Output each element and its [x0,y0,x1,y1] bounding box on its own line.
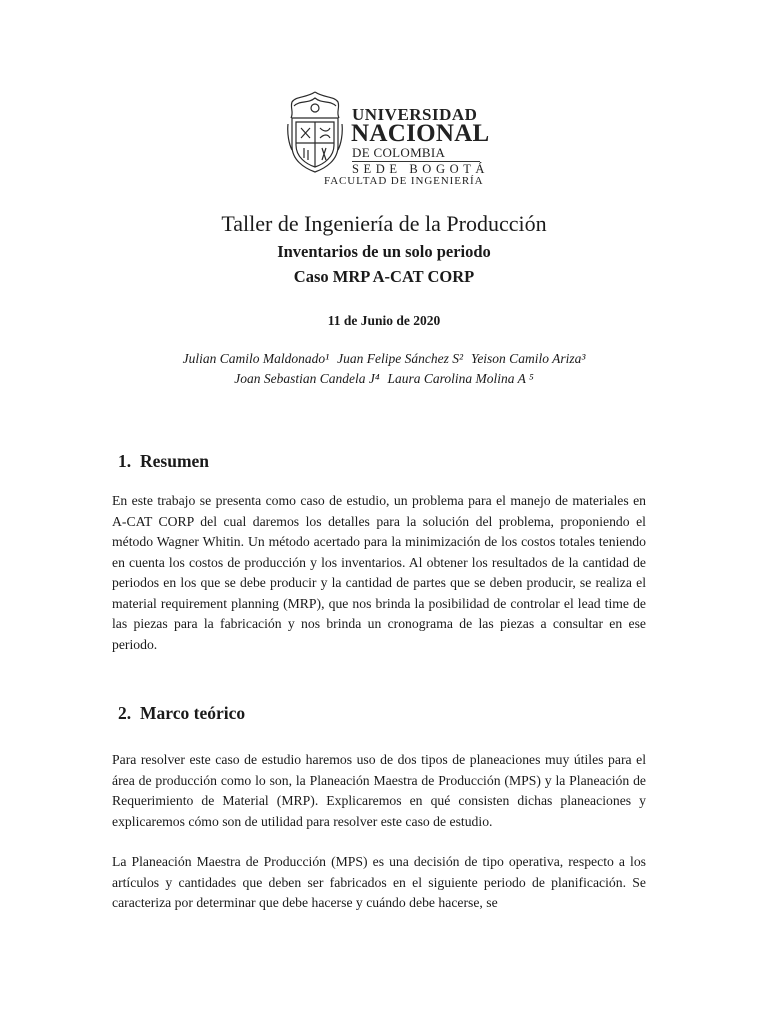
university-crest-icon [286,88,344,174]
author-name: Juan Felipe Sánchez S² [337,351,464,366]
document-case-title: Caso MRP A-CAT CORP [293,267,475,286]
author-name: Laura Carolina Molina A ⁵ [387,371,534,386]
document-subtitle: Inventarios de un solo periodo [277,242,491,261]
logo-line-sede: SEDE BOGOTÁ [352,162,490,176]
section-title: Marco teórico [140,703,246,723]
logo-line-nacional: NACIONAL [351,120,490,147]
authors-line-1 [0,350,768,368]
section-heading-resumen [118,450,209,472]
logo-line-colombia: DE COLOMBIA [352,145,446,160]
document-title: Taller de Ingeniería de la Producción [221,211,547,236]
authors-line-2 [0,370,768,388]
section-number: 2. [118,703,132,723]
section-title: Resumen [140,451,210,471]
section-number: 1. [118,451,132,471]
author-name: Yeison Camilo Ariza³ [471,351,586,366]
author-name: Julian Camilo Maldonado¹ [182,351,330,366]
resumen-paragraph: En este trabajo se presenta como caso de estudio, un problema para el manejo de materiales en A-CAT CORP del cual daremos los detalles para la solución del problema, proponiendo el método Wagner Whitin. Un método acertado para la minimización de los costos totales teniendo en cuenta los costos de producción y los inventarios. Al obtener los resultados de la cantidad de periodos en los que se debe producir y la cantidad de partes que se deben producir, se realiza el material requirement planning (MRP), que nos brinda la posibilidad de controlar el lead time de las piezas para la fabricación y nos brinda un cronograma de las piezas a consultar en ese periodo. [112,493,646,652]
marco-paragraph-2: La Planeación Maestra de Producción (MPS) es una decisión de tipo operativa, respecto a los artículos y cantidades que deben ser fabricados en el siguiente periodo de planificación. Se caracteriza por determinar que debe hacerse y cuándo debe hacerse, se [112,854,646,910]
author-name: Joan Sebastian Candela J⁴ [234,371,380,386]
university-logo [286,88,490,188]
logo-line-universidad: UNIVERSIDAD [352,105,478,124]
document-date: 11 de Junio de 2020 [327,313,441,328]
logo-line-facultad: FACULTAD DE INGENIERÍA [324,175,484,187]
marco-paragraph-1: Para resolver este caso de estudio haremos uso de dos tipos de planeaciones muy útiles para el área de producción como lo son, la Planeación Maestra de Producción (MPS) y la Planeación de Requerimiento de Material (MRP). Explicaremos en qué consisten dichas planeaciones y explicaremos cómo son de utilidad para resolver este caso de estudio. [112,752,646,829]
section-heading-marco-teorico [118,702,245,724]
